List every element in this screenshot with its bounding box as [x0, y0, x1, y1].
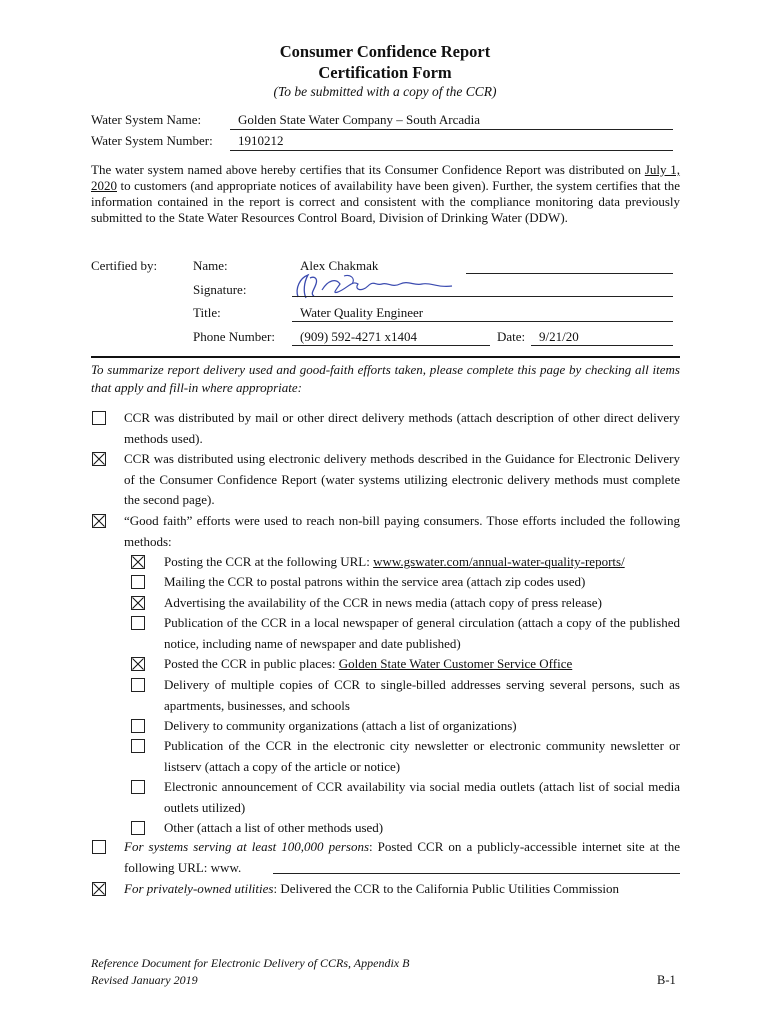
delivery-item-text: CCR was distributed by mail or other direct delivery methods (attach description of other direct delivery methods used). — [124, 410, 680, 446]
method-checkbox[interactable] — [131, 555, 145, 569]
method-checkbox[interactable] — [131, 575, 145, 589]
instructions-text: To summarize report delivery used and good-faith efforts taken, please complete this page by checking all items that apply and fill-in where appropriate: — [91, 362, 680, 395]
method-item-text: Publication of the CCR in a local newspaper of general circulation (attach a copy of the published notice, including name of newspaper and date published) — [164, 615, 680, 651]
method-item-text: Delivery of multiple copies of CCR to single-billed addresses serving several persons, such as apartments, businesses, and schools — [164, 677, 680, 713]
delivery-item-text: CCR was distributed using electronic delivery methods described in the Guidance for Electronic Delivery of the Consumer Confidence Report (water systems utilizing electronic delivery methods must complete the second page). — [124, 451, 680, 507]
name-value[interactable]: Alex Chakmak — [300, 258, 379, 273]
water-system-name-label: Water System Name: — [91, 112, 202, 127]
phone-line — [292, 345, 490, 346]
name-label: Name: — [193, 258, 228, 273]
name-line — [466, 273, 673, 274]
distribution-date: July 1, 2020 — [91, 162, 681, 193]
form-subtitle: (To be submitted with a copy of the CCR) — [273, 84, 497, 99]
water-system-number-value[interactable]: 1910212 — [238, 133, 284, 148]
certified-by-label: Certified by: — [91, 258, 158, 273]
page-number: B-1 — [657, 973, 676, 987]
method-checkbox[interactable] — [131, 780, 145, 794]
title-value[interactable]: Water Quality Engineer — [300, 305, 424, 320]
method-link[interactable]: Golden State Water Customer Service Office — [338, 656, 573, 671]
large-systems-checkbox[interactable] — [92, 840, 106, 854]
phone-value[interactable]: (909) 592-4271 x1404 — [300, 329, 417, 344]
date-value[interactable]: 9/21/20 — [539, 329, 579, 344]
footer-reference: Reference Document for Electronic Delivery of CCRs, Appendix B — [91, 956, 410, 970]
water-system-number-label: Water System Number: — [91, 133, 213, 148]
large-systems-text: For systems serving at least 100,000 persons: Posted CCR on a publicly-accessible internet site at the following URL: www. — [124, 839, 680, 875]
form-title-line2: Certification Form — [318, 63, 452, 82]
signature-line — [292, 296, 673, 297]
method-checkbox[interactable] — [131, 678, 145, 692]
signature-image[interactable] — [292, 270, 467, 306]
date-line — [531, 345, 673, 346]
method-item-text: Other (attach a list of other methods used) — [164, 820, 384, 835]
form-title-line1: Consumer Confidence Report — [279, 42, 491, 61]
water-system-name-line — [230, 129, 673, 130]
method-checkbox[interactable] — [131, 821, 145, 835]
method-link[interactable]: www.gswater.com/annual-water-quality-reports/ — [373, 554, 625, 569]
date-label: Date: — [497, 329, 526, 344]
method-item-text: Delivery to community organizations (attach a list of organizations) — [164, 718, 517, 733]
title-line — [292, 321, 673, 322]
method-checkbox[interactable] — [131, 719, 145, 733]
private-utilities-text: For privately-owned utilities: Delivered the CCR to the California Public Utilities Commission — [124, 881, 620, 896]
method-item-text: Mailing the CCR to postal patrons within the service area (attach zip codes used) — [164, 574, 586, 589]
phone-label: Phone Number: — [193, 329, 275, 344]
private-utilities-checkbox[interactable] — [92, 882, 106, 896]
delivery-checkbox[interactable] — [92, 514, 106, 528]
title-label: Title: — [193, 305, 221, 320]
method-checkbox[interactable] — [131, 657, 145, 671]
method-checkbox[interactable] — [131, 596, 145, 610]
delivery-checkbox[interactable] — [92, 452, 106, 466]
method-item-text: Electronic announcement of CCR availability via social media outlets (attach list of social media outlets utilized) — [164, 779, 680, 815]
method-item-text: Posting the CCR at the following URL: www.gswater.com/annual-water-quality-reports/ — [164, 554, 625, 569]
water-system-name-value[interactable]: Golden State Water Company – South Arcadia — [238, 112, 481, 127]
delivery-checkbox[interactable] — [92, 411, 106, 425]
method-item-text: Posted the CCR in public places: Golden State Water Customer Service Office — [164, 656, 573, 671]
water-system-number-line — [230, 150, 673, 151]
certification-paragraph: The water system named above hereby certifies that its Consumer Confidence Report was distributed on July 1, 2020 to customers (and appropriate notices of availability have been given). Further, the system certifies that the information contained in the report is correct and consistent with the compliance monitoring data previously submitted to the State Water Resources Control Board, Division of Drinking Water (DDW). — [91, 162, 681, 225]
delivery-item-text: “Good faith” efforts were used to reach non-bill paying consumers. Those efforts included the following methods: — [124, 513, 680, 549]
method-item-text: Advertising the availability of the CCR in news media (attach copy of press release) — [164, 595, 602, 610]
footer-revised: Revised January 2019 — [91, 973, 198, 987]
method-checkbox[interactable] — [131, 616, 145, 630]
section-divider — [91, 356, 680, 358]
signature-label: Signature: — [193, 282, 247, 297]
method-checkbox[interactable] — [131, 739, 145, 753]
large-systems-url-line[interactable] — [273, 873, 680, 874]
method-item-text: Publication of the CCR in the electronic city newsletter or electronic community newsletter or listserv (attach a copy of the article or notice) — [164, 738, 680, 774]
